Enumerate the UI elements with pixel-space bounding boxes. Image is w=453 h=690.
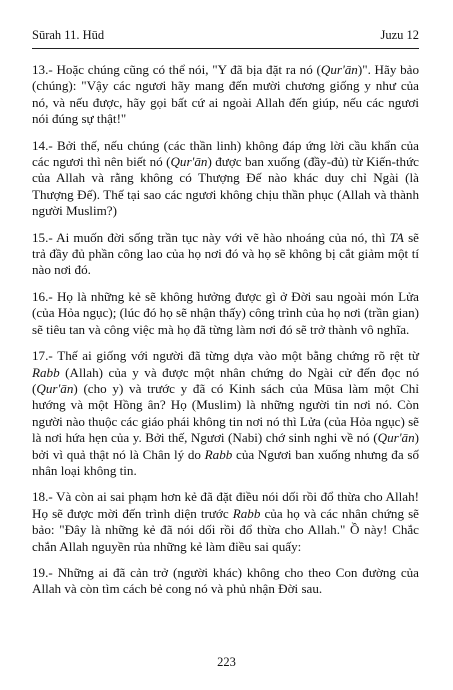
verse-paragraph xyxy=(32,489,419,555)
page-number: 223 xyxy=(217,655,236,669)
verse-text: ) bởi vì quả thật nó là Chân lý do xyxy=(32,430,419,462)
verse-text: 17.- Thế ai giống với người đã từng dựa vào một bằng chứng rõ rệt từ xyxy=(32,348,419,364)
running-header xyxy=(32,28,419,46)
verse-text: (Allah) của y và được một nhân chứng do Ngài cử đến đọc nó ( xyxy=(32,364,419,396)
verse-text: 19.- Những ai đã cản trở (người khác) không cho theo Con đường của Allah và còn tìm cách bẻ cong nó và phủ nhận Đời sau. xyxy=(32,564,419,597)
italic-term: Qur'ān xyxy=(377,430,415,446)
italic-term: Qur'ān xyxy=(320,62,358,77)
verse-text: 14.- Bởi thế, nếu chúng (các thần linh) không đáp ứng lời cầu khẩn của các ngươi thì nên biết nó ( xyxy=(32,137,419,170)
verse-paragraph xyxy=(32,230,419,279)
italic-term: Rabb xyxy=(204,446,233,462)
verse-text: của Ngươi ban xuống nhưng đa số nhân loại không tin. xyxy=(32,446,419,478)
juzu-label: Juzu 12 xyxy=(380,28,419,42)
verse-text: của họ và các nhân chứng sẽ bảo: "Đây là những kẻ đã nói dối rồi đổ thừa cho Allah." Ồ này! Chắc chắn Allah nguyền rủa những kẻ làm điều sai quấy: xyxy=(32,505,419,554)
italic-term: Rabb xyxy=(232,505,261,521)
verse-paragraph xyxy=(32,565,419,598)
italic-term: TA xyxy=(389,229,404,245)
verse-text: ) được ban xuống (đầy-đủ) từ Kiến-thức của Allah và rằng không có Thượng Đế nào khác duy chỉ Ngài (là Thượng Đế). Thế tại sao các ngươi không chịu thần phục (Allah và thành người Muslim?) xyxy=(32,154,419,219)
verse-text: )". Hãy bảo (chúng): "Vậy các ngươi hãy mang đến mười chương giống y như của nó, và nếu được, hãy gọi bất cứ ai ngoài Allah đến giúp, nếu các ngươi nói đúng sự thật!" xyxy=(32,62,420,127)
verse-paragraph xyxy=(32,62,419,128)
italic-term: Rabb xyxy=(32,364,60,380)
verse-text: 18.- Và còn ai sai phạm hơn kẻ đã đặt điều nói dối rồi đổ thừa cho Allah! Họ sẽ được mời đến trình diện trước xyxy=(32,489,419,521)
verse-text: sẽ trả đầy đủ phần công lao của họ nơi đó và họ sẽ không bị cắt giảm một tí nào nơi đó. xyxy=(32,229,419,278)
surah-title: Sūrah 11. Hūd xyxy=(32,28,105,42)
italic-term: Qur'ān xyxy=(170,154,208,170)
header-divider xyxy=(32,48,419,49)
italic-term: Qur'ān xyxy=(36,380,74,396)
verse-paragraph xyxy=(32,138,419,220)
verse-text: ) (cho y) và trước y đã có Kinh sách của Mūsa làm một Chỉ hướng và một Hồng ân? Họ (Muslim) là những người tin nơi nó. Còn người nào thuộc các giáo phái không tin nơi nó thì Lửa (của Hỏa ngục) sẽ là nơi hứa hẹn của y. Bởi thế, Ngươi (Nabi) chớ sinh nghi về nó ( xyxy=(32,380,419,446)
verse-paragraph xyxy=(32,289,419,338)
verse-text: 13.- Hoặc chúng cũng có thể nói, "Y đã bịa đặt ra nó ( xyxy=(32,62,321,77)
verse-text: 16.- Họ là những kẻ sẽ không hưởng được gì ở Đời sau ngoài món Lửa (của Hỏa ngục); (lúc đó họ sẽ nhận thấy) công trình của họ nơi (trần gian) sẽ tiêu tan và công việc mà họ đã từng làm nơi đó sẽ trở thành vô nghĩa. xyxy=(32,288,419,337)
verse-list xyxy=(32,62,419,608)
verse-paragraph xyxy=(32,348,419,479)
verse-text: 15.- Ai muốn đời sống trần tục này với vẽ hào nhoáng của nó, thì xyxy=(32,229,390,245)
